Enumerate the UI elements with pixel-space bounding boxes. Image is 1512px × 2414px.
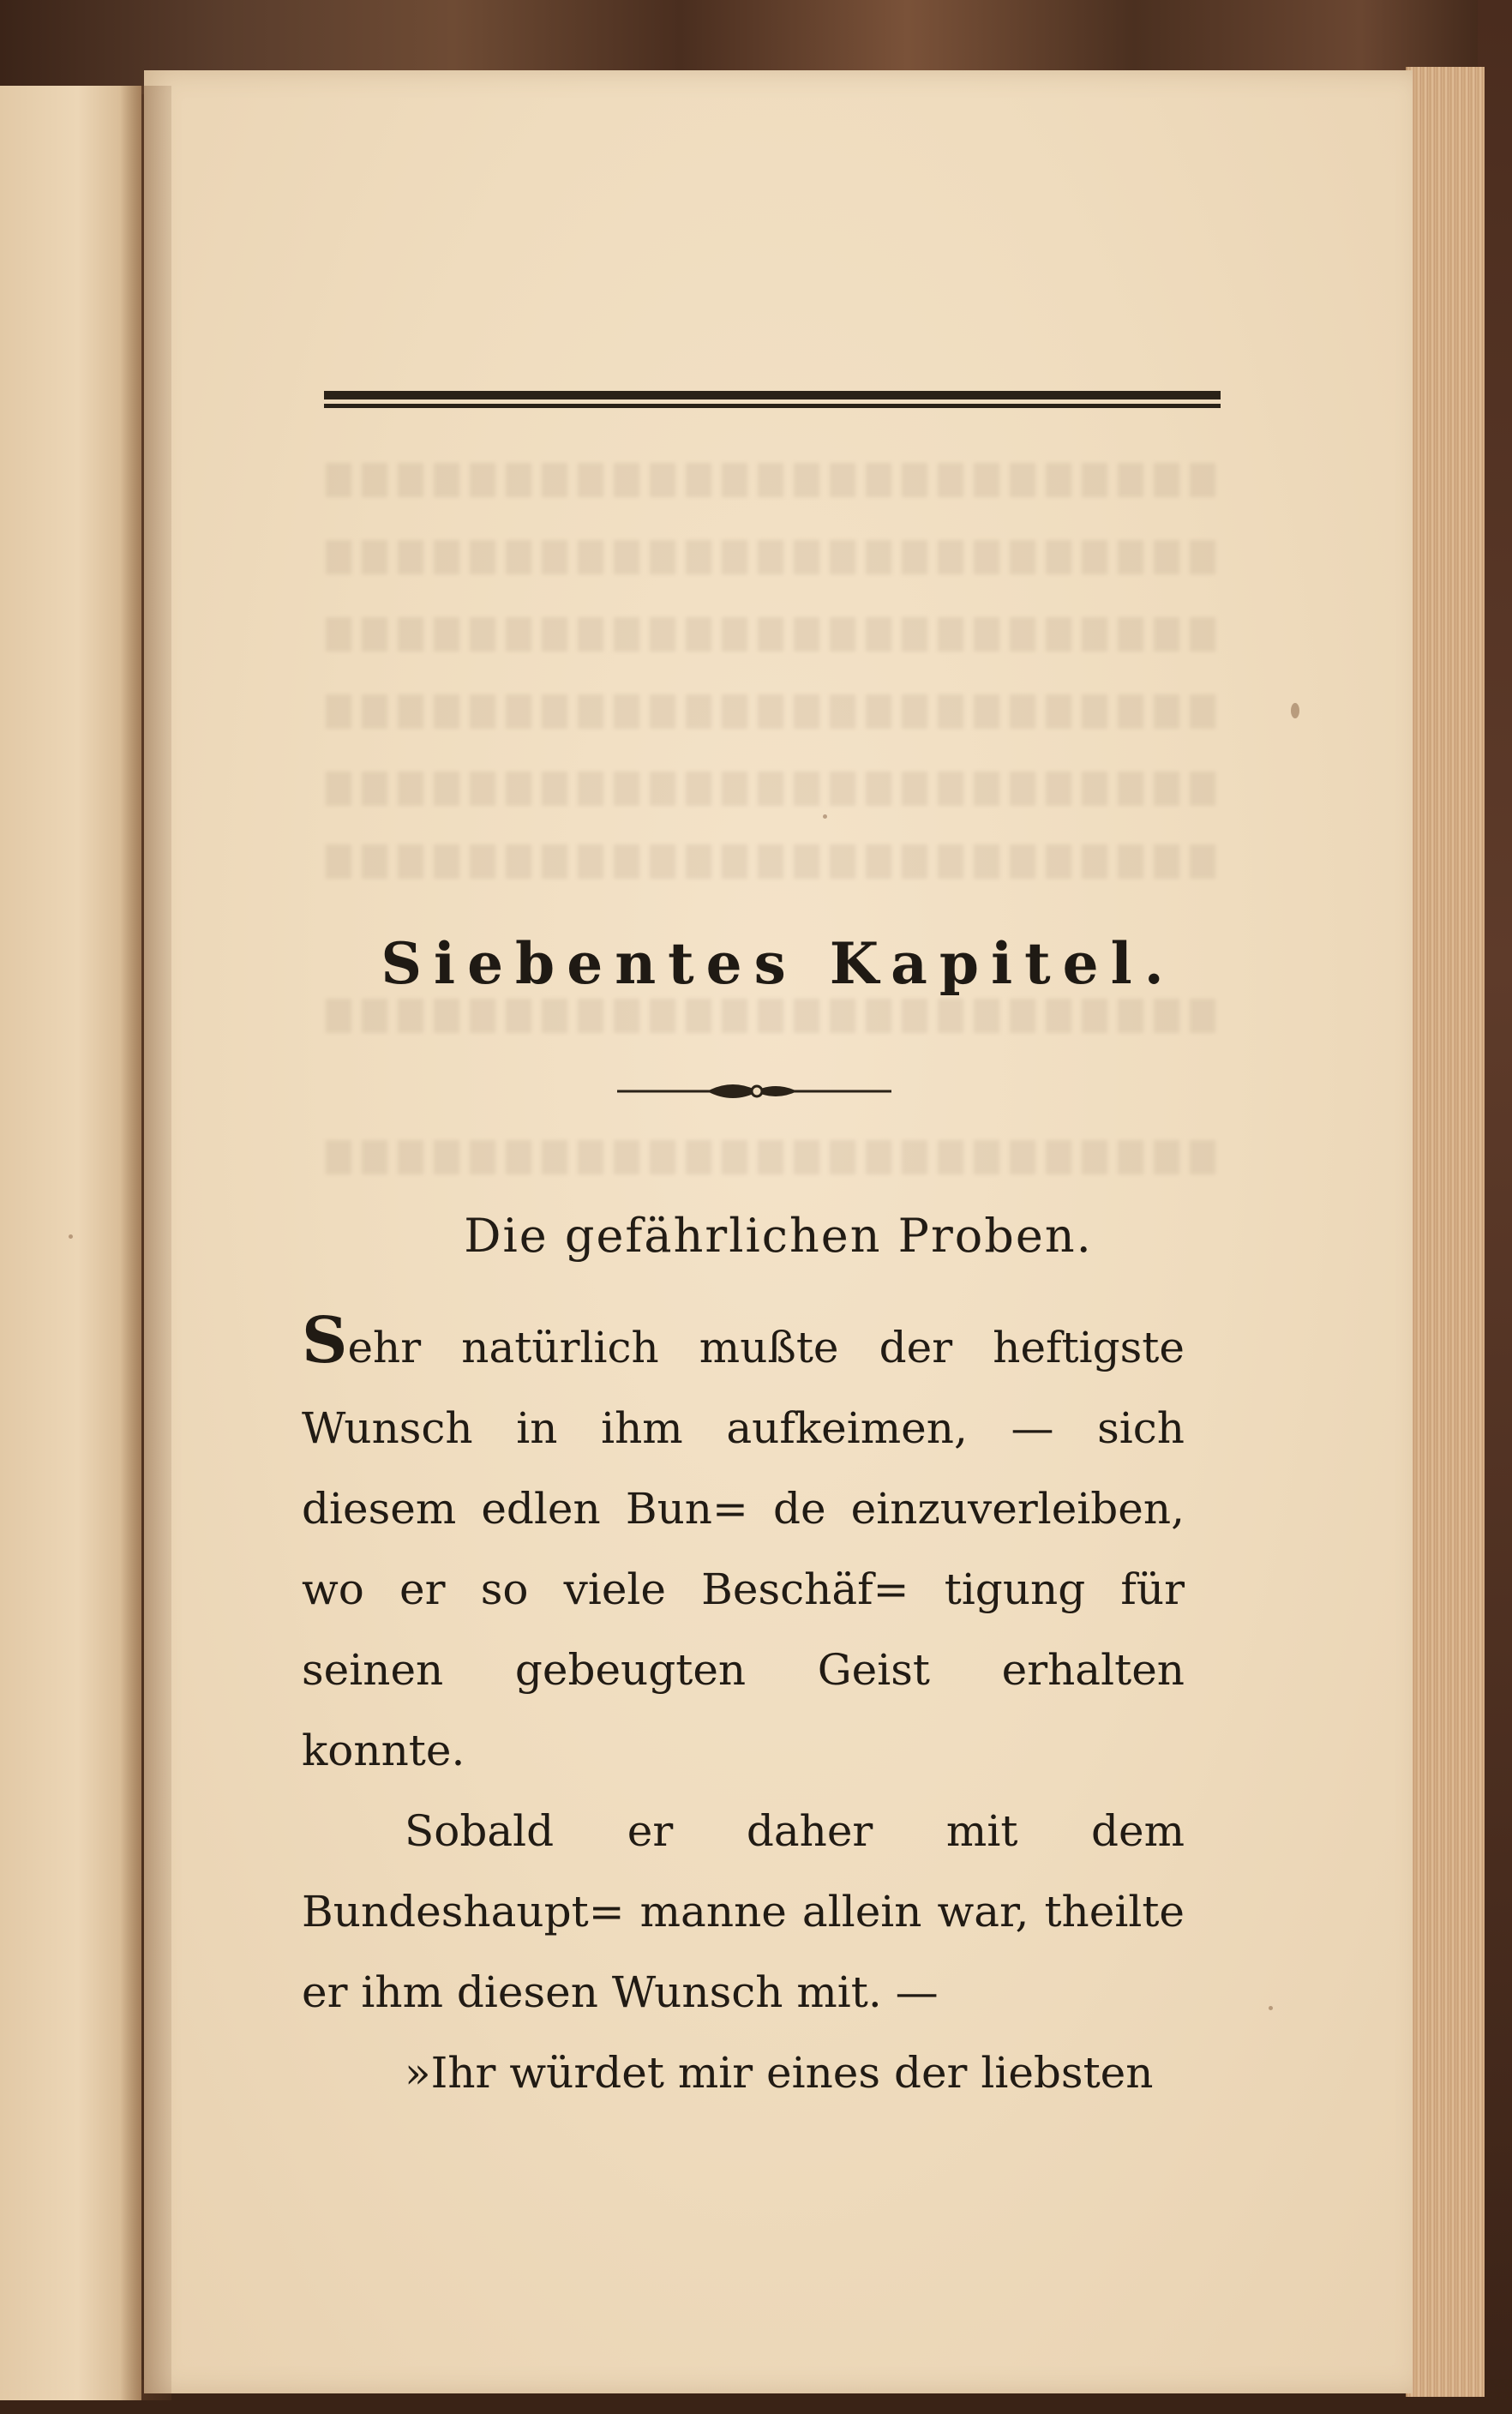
bleed-through-line bbox=[326, 463, 1217, 497]
page-edges bbox=[1406, 67, 1485, 2397]
paragraph bbox=[302, 2033, 1185, 2113]
rule-thin bbox=[324, 404, 1221, 408]
rule-thick bbox=[324, 391, 1221, 399]
bleed-through-line bbox=[326, 1140, 1217, 1174]
drop-cap: S bbox=[302, 1304, 348, 1378]
ornament-divider bbox=[617, 1076, 891, 1107]
paper-speck bbox=[1291, 703, 1299, 718]
paper-speck bbox=[823, 814, 827, 819]
paper-speck bbox=[1269, 2006, 1273, 2010]
chapter-header-rule bbox=[324, 391, 1221, 411]
paragraph-text: ehr natürlich mußte der heftigste Wunsch in ihm aufkeimen, — sich diesem edlen Bun= de einzuverleiben, wo er so viele Beschäf= tigung für seinen gebeugten Geist erhalten konnte. bbox=[302, 1323, 1185, 1775]
bleed-through-line bbox=[326, 694, 1217, 729]
bleed-through-line bbox=[326, 540, 1217, 574]
bleed-through-line bbox=[326, 844, 1217, 879]
paragraph bbox=[302, 1304, 1185, 1791]
section-title: Die gefährlichen Proben. bbox=[464, 1209, 1093, 1263]
paper-speck bbox=[69, 1234, 73, 1239]
paragraph-text: Sobald er daher mit dem Bundeshaupt= manne allein war, theilte er ihm diesen Wunsch mit. — bbox=[302, 1806, 1185, 2017]
chapter-title: Siebentes Kapitel. bbox=[381, 930, 1176, 997]
body-text bbox=[302, 1304, 1185, 2113]
bleed-through-line bbox=[326, 772, 1217, 806]
paragraph-text: »Ihr würdet mir eines der liebsten bbox=[405, 2048, 1154, 2098]
bleed-through-line bbox=[326, 999, 1217, 1033]
paragraph bbox=[302, 1791, 1185, 2033]
bleed-through-line bbox=[326, 617, 1217, 652]
